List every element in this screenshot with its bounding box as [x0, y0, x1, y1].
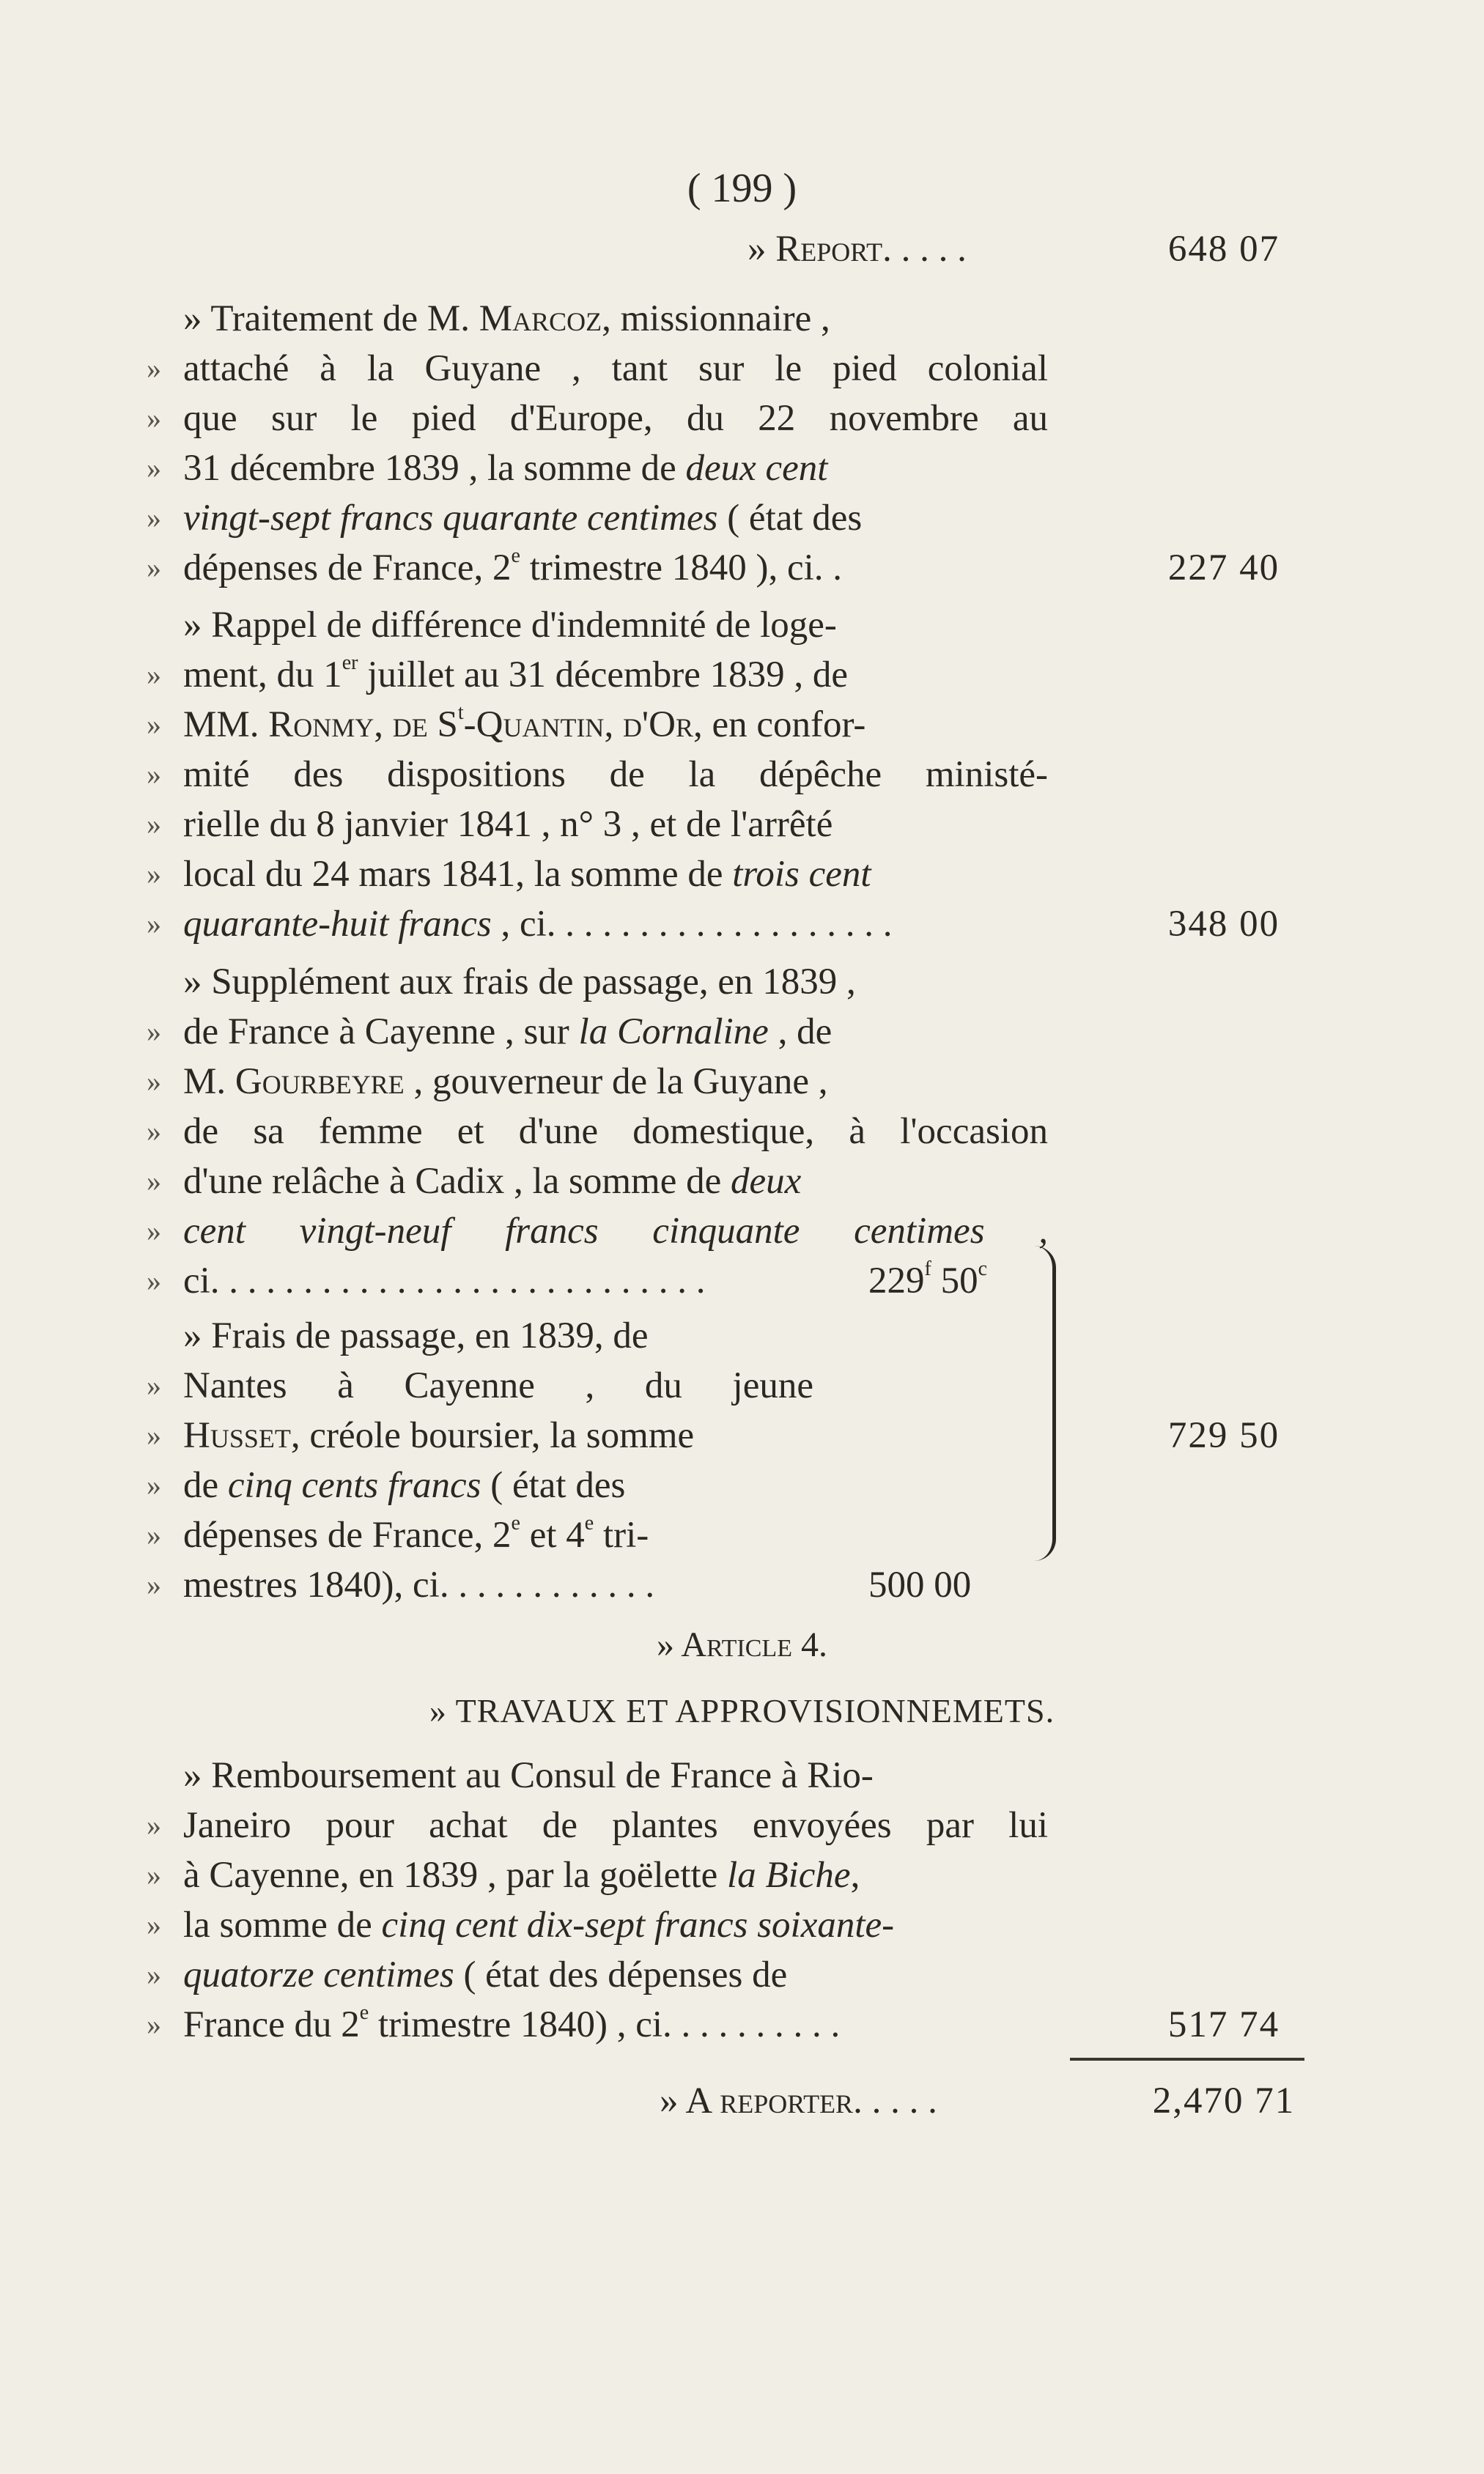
paragraph-5-line: » la somme de cinq cent dix-sept francs soixante- [0, 1899, 1484, 1951]
carry-forward-line: » A reporter. . . . . 2,470 71 [0, 2075, 1484, 2127]
amount-517: 517 74 [1167, 2004, 1280, 2045]
paragraph-4-line: » dépenses de France, 2e et 4e tri- [0, 1510, 1484, 1561]
quote-marker: » [147, 808, 161, 841]
paragraph-2-line: » mité des dispositions de la dépêche ministé- [0, 749, 1484, 800]
section-title: » TRAVAUX ET APPROVISIONNEMETS. [429, 1692, 1055, 1729]
paragraph-5-line: » quatorze centimes ( état des dépenses de [0, 1949, 1484, 2001]
amount-500: 500 00 [868, 1565, 972, 1606]
paragraph-3-line: » de France à Cayenne , sur la Cornaline , de [0, 1006, 1484, 1057]
amount-729-50: 729 50 [1167, 1415, 1280, 1456]
paragraph-1-line: » 31 décembre 1839 , la somme de deux cent [0, 443, 1484, 494]
quote-marker: » [147, 1015, 161, 1048]
paragraph-1-line: » Traitement de M. Marcoz, missionnaire , [183, 298, 830, 339]
page-number: ( 199 ) [687, 166, 797, 211]
amount-348: 348 00 [1167, 904, 1280, 945]
paragraph-2-line: » ment, du 1er juillet au 31 décembre 1839 , de [0, 649, 1484, 701]
paragraph-5-line: » France du 2e trimestre 1840) , ci. . . . . . . . . . 517 74 [0, 1999, 1484, 2050]
quote-marker: » [147, 1469, 161, 1502]
paragraph-1-line: » dépenses de France, 2e trimestre 1840 ), ci. . 227 40 [0, 542, 1484, 594]
paragraph-2-line: » MM. Ronmy, de $S^t$-Quantin, d'Or, en confor- [0, 699, 1484, 750]
quote-marker: » [147, 658, 161, 691]
quote-marker: » [147, 1568, 161, 1601]
paragraph-1-line: » attaché à la Guyane , tant sur le pied colonial [0, 343, 1484, 394]
paragraph-3-line: » ci. . . . . . . . . . . . . . . . . . . . . . . . . . . 229$^f$ 50$^c$ [0, 1255, 1484, 1307]
quote-marker: » [147, 708, 161, 741]
quote-marker: » [147, 551, 161, 584]
quote-marker: » [147, 1518, 161, 1551]
paragraph-4-line: » de cinq cents francs ( état des [0, 1460, 1484, 1511]
quote-marker: » [147, 1858, 161, 1891]
paragraph-1-line: » vingt-sept francs quarante centimes ( état des [0, 492, 1484, 544]
report-amount: 648 07 [1167, 229, 1280, 270]
quote-marker: » [147, 857, 161, 890]
quote-marker: » [147, 1264, 161, 1297]
quote-marker: » [147, 2008, 161, 2041]
paragraph-3-line: » de sa femme et d'une domestique, à l'occasion [0, 1106, 1484, 1157]
carry-forward-amount: 2,470 71 [1152, 2080, 1296, 2122]
paragraph-2-line: » Rappel de différence d'indemnité de loge- [183, 605, 837, 646]
quote-marker: » [147, 451, 161, 484]
quote-marker: » [147, 1419, 161, 1452]
right-brace [1026, 1246, 1056, 1561]
quote-marker: » [147, 907, 161, 940]
paragraph-1-line: » que sur le pied d'Europe, du 22 novembre au [0, 393, 1484, 444]
paragraph-4-line: » mestres 1840), ci. . . . . . . . . . . . 500 00 [0, 1559, 1484, 1611]
paragraph-5-line: » à Cayenne, en 1839 , par la goëlette la Biche, [0, 1850, 1484, 1901]
paragraph-2-line: » local du 24 mars 1841, la somme de trois cent [0, 849, 1484, 900]
quote-marker: » [147, 758, 161, 791]
paragraph-4-line: » Frais de passage, en 1839, de [183, 1315, 649, 1356]
quote-marker: » [147, 402, 161, 435]
quote-marker: » [147, 1958, 161, 1991]
quote-marker: » [147, 1908, 161, 1941]
paragraph-2-line: » quarante-huit francs , ci. . . . . . . . . . . . . . . . . . . 348 00 [0, 898, 1484, 950]
amount-229-50: 229$^f$ 50$^c$ [868, 1258, 988, 1301]
paragraph-4-line: » Nantes à Cayenne , du jeune [0, 1360, 1484, 1411]
paragraph-3-line: » M. Gourbeyre , gouverneur de la Guyane , [0, 1056, 1484, 1107]
quote-marker: » [147, 1369, 161, 1402]
paragraph-3-line: » d'une relâche à Cadix , la somme de deux [0, 1156, 1484, 1207]
quote-marker: » [147, 1164, 161, 1197]
paragraph-5-line: » Remboursement au Consul de France à Rio- [183, 1755, 874, 1796]
person-name: Marcoz [479, 298, 602, 339]
quote-marker: » [147, 1809, 161, 1842]
paragraph-2-line: » rielle du 8 janvier 1841 , n° 3 , et de l'arrêté [0, 799, 1484, 850]
article-label: » Article 4. [657, 1625, 827, 1664]
quote-marker: » [147, 1214, 161, 1247]
report-line: » Report. . . . . 648 07 [0, 224, 1484, 275]
quote-marker: » [147, 501, 161, 534]
paragraph-4-line: » Husset, créole boursier, la somme 729 50 [0, 1410, 1484, 1461]
quote-marker: » [147, 1115, 161, 1148]
quote-marker: » [147, 1065, 161, 1098]
paragraph-3-line: » cent vingt-neuf francs cinquante centimes , [0, 1205, 1484, 1257]
quote-marker: » [147, 352, 161, 385]
amount-227: 227 40 [1167, 547, 1280, 588]
paragraph-3-line: » Supplément aux frais de passage, en 1839 , [183, 961, 856, 1002]
paragraph-5-line: » Janeiro pour achat de plantes envoyées par lui [0, 1800, 1484, 1851]
total-rule [1070, 2058, 1304, 2061]
